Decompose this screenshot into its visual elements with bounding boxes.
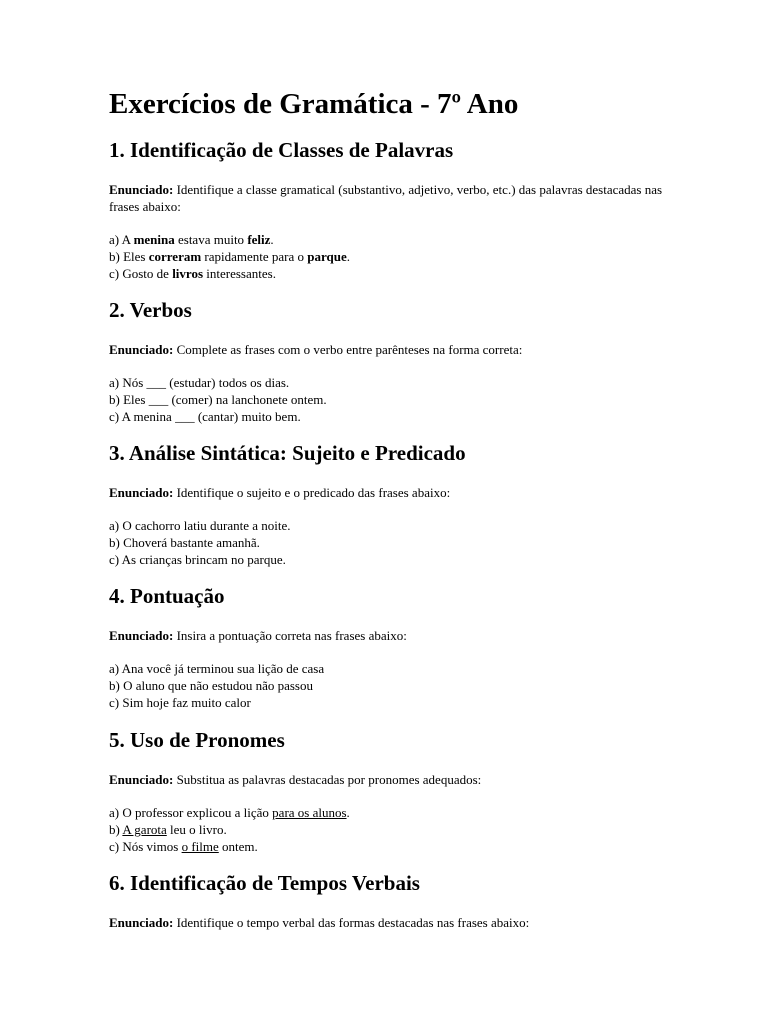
section-pronouns — [109, 727, 669, 855]
list-item: a) Ana você já terminou sua lição de casa — [109, 661, 325, 676]
section-heading: 6. Identificação de Tempos Verbais — [109, 871, 420, 895]
list-item: b) Choverá bastante amanhã. — [109, 535, 260, 550]
list-item — [109, 265, 669, 282]
section-heading: 4. Pontuação — [109, 584, 225, 608]
exercise-list — [109, 804, 669, 855]
item-text: a) A — [109, 232, 134, 247]
statement-label: Enunciado: — [109, 485, 174, 500]
section-word-classes — [109, 137, 669, 282]
statement — [109, 914, 669, 931]
statement-label: Enunciado: — [109, 772, 174, 787]
list-item: c) A menina ___ (cantar) muito bem. — [109, 409, 301, 424]
section-heading: 2. Verbos — [109, 298, 192, 322]
section-heading: 3. Análise Sintática: Sujeito e Predicado — [109, 441, 466, 465]
item-text: . — [346, 805, 350, 820]
section-punctuation — [109, 583, 669, 711]
statement — [109, 181, 669, 215]
statement-text: Identifique o sujeito e o predicado das frases abaixo: — [176, 485, 451, 500]
list-item: b) Eles ___ (comer) na lanchonete ontem. — [109, 392, 327, 407]
statement-label: Enunciado: — [109, 342, 174, 357]
statement-label: Enunciado: — [109, 628, 174, 643]
item-text: leu o livro. — [166, 822, 227, 837]
section-verbs — [109, 297, 669, 425]
list-item — [109, 231, 669, 248]
list-item — [109, 804, 669, 821]
item-text: interessantes. — [203, 266, 276, 281]
statement — [109, 341, 669, 358]
statement — [109, 627, 669, 644]
document-title: Exercícios de Gramática - 7º Ano — [109, 88, 519, 120]
statement-text: Identifique o tempo verbal das formas destacadas nas frases abaixo: — [176, 915, 530, 930]
statement-text: Substitua as palavras destacadas por pronomes adequados: — [176, 772, 482, 787]
statement-text: Insira a pontuação correta nas frases abaixo: — [176, 628, 407, 643]
list-item — [109, 821, 669, 838]
item-text: b) Eles — [109, 249, 149, 264]
list-item: a) Nós ___ (estudar) todos os dias. — [109, 375, 290, 390]
section-heading: 1. Identificação de Classes de Palavras — [109, 138, 454, 162]
highlighted-word: parque — [307, 249, 347, 264]
item-text: rapidamente para o — [201, 249, 308, 264]
item-text: . — [270, 232, 274, 247]
statement — [109, 771, 669, 788]
list-item: c) Sim hoje faz muito calor — [109, 695, 251, 710]
exercise-list — [109, 660, 669, 711]
highlighted-word: livros — [172, 266, 204, 281]
statement — [109, 484, 669, 501]
item-text: b) — [109, 822, 123, 837]
exercise-list — [109, 517, 669, 568]
list-item: a) O cachorro latiu durante a noite. — [109, 518, 291, 533]
list-item: b) O aluno que não estudou não passou — [109, 678, 313, 693]
underlined-phrase: para os alunos — [272, 805, 347, 820]
item-text: . — [346, 249, 351, 264]
item-text: c) Gosto de — [109, 266, 173, 281]
underlined-phrase: A garota — [122, 822, 167, 837]
list-item — [109, 248, 669, 265]
item-text: ontem. — [218, 839, 258, 854]
item-text: c) Nós vimos — [109, 839, 182, 854]
highlighted-word: menina — [133, 232, 175, 247]
section-heading: 5. Uso de Pronomes — [109, 728, 285, 752]
highlighted-word: correram — [148, 249, 202, 264]
statement-text: Complete as frases com o verbo entre parênteses na forma correta: — [176, 342, 523, 357]
exercise-list — [109, 231, 669, 282]
item-text: estava muito — [174, 232, 248, 247]
item-text: a) O professor explicou a lição — [109, 805, 273, 820]
statement-label: Enunciado: — [109, 182, 174, 197]
section-verb-tenses — [109, 870, 669, 931]
section-syntax-analysis — [109, 440, 669, 568]
statement-label: Enunciado: — [109, 915, 174, 930]
underlined-phrase: o filme — [181, 839, 219, 854]
highlighted-word: feliz — [247, 232, 271, 247]
statement-text: Identifique a classe gramatical (substantivo, adjetivo, verbo, etc.) das palavras destacadas nas frases abaixo: — [109, 182, 663, 214]
list-item: c) As crianças brincam no parque. — [109, 552, 286, 567]
exercise-list — [109, 374, 669, 425]
list-item — [109, 838, 669, 855]
